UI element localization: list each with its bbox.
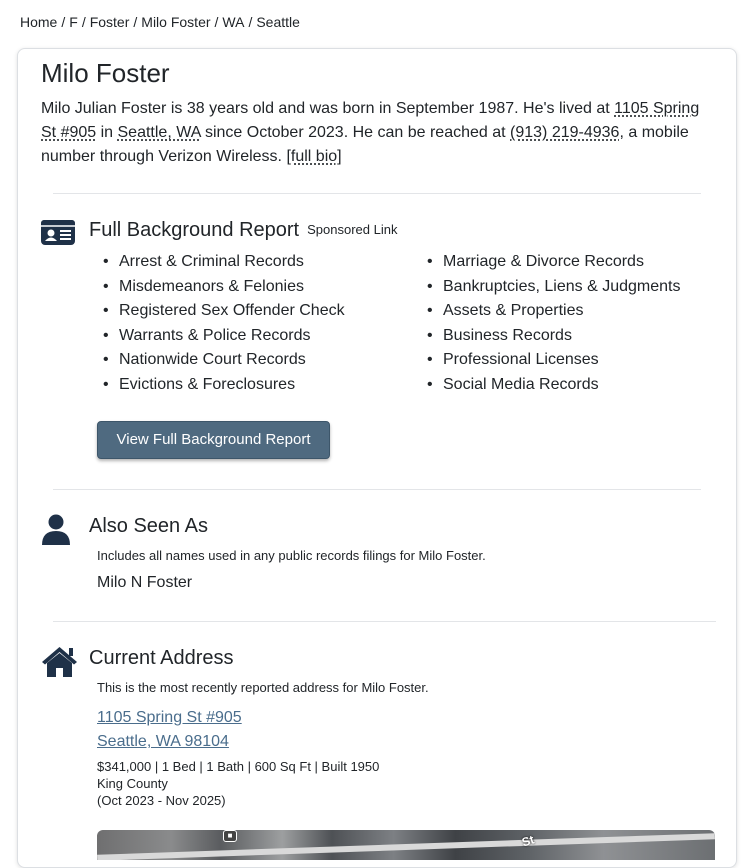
divider [53, 621, 716, 622]
list-item: • Business Records [425, 324, 680, 349]
breadcrumb-separator: / [81, 14, 86, 30]
house-icon [41, 645, 78, 678]
address-street-link[interactable]: 1105 Spring St #905 [97, 709, 242, 726]
list-item: • Professional Licenses [425, 348, 680, 373]
breadcrumb-state[interactable]: WA [222, 14, 245, 30]
sponsored-label: Sponsored Link [307, 222, 398, 237]
breadcrumb-city[interactable]: Seattle [256, 14, 300, 30]
list-item: • Nationwide Court Records [101, 348, 345, 373]
list-item: • Marriage & Divorce Records [425, 250, 680, 275]
address-date-range: (Oct 2023 - Nov 2025) [97, 793, 226, 808]
page-title: Milo Foster [41, 58, 170, 88]
view-background-report-button[interactable]: View Full Background Report [97, 421, 330, 459]
list-item: • Social Media Records [425, 373, 680, 398]
breadcrumb-person[interactable]: Milo Foster [141, 14, 211, 30]
list-item: • Bankruptcies, Liens & Judgments [425, 275, 680, 300]
breadcrumb [20, 14, 300, 30]
list-item: • Warrants & Police Records [101, 324, 345, 349]
divider [53, 489, 701, 490]
full-bio-link[interactable]: [full bio] [286, 148, 342, 165]
alias-name: Milo N Foster [97, 574, 193, 591]
bio-in-text: in [96, 124, 118, 141]
breadcrumb-letter[interactable]: F [69, 14, 78, 30]
person-icon [41, 514, 71, 546]
breadcrumb-separator: / [133, 14, 138, 30]
also-seen-as-note: Includes all names used in any public records filings for Milo Foster. [97, 548, 486, 563]
breadcrumb-home[interactable]: Home [20, 14, 58, 30]
current-address-note: This is the most recently reported address for Milo Foster. [97, 680, 429, 695]
breadcrumb-separator: / [61, 14, 66, 30]
map-pin-icon: ■ [223, 830, 237, 842]
map-road [97, 833, 715, 860]
id-card-icon [41, 218, 75, 246]
property-details: $341,000 | 1 Bed | 1 Bath | 600 Sq Ft | Built 1950 [97, 759, 380, 774]
list-item: • Assets & Properties [425, 299, 680, 324]
current-address-title: Current Address [89, 647, 234, 669]
bio-paragraph [41, 97, 709, 169]
map-street-label: St [520, 832, 536, 850]
list-item: • Evictions & Foreclosures [101, 373, 345, 398]
list-item: • Registered Sex Offender Check [101, 299, 345, 324]
divider [53, 193, 701, 194]
list-item: • Arrest & Criminal Records [101, 250, 345, 275]
background-report-title [89, 219, 397, 242]
address-city-link[interactable]: Seattle, WA 98104 [97, 733, 229, 750]
record-list-right [425, 250, 680, 397]
background-report-title-text: Full Background Report [89, 219, 300, 241]
list-item: • Misdemeanors & Felonies [101, 275, 345, 300]
bio-tail-text: , a mobile number through Verizon Wireless. [41, 124, 689, 165]
also-seen-as-title: Also Seen As [89, 515, 208, 537]
breadcrumb-separator: / [214, 14, 219, 30]
bio-address-link[interactable]: 1105 Spring St #905 [41, 100, 700, 141]
record-list-left [101, 250, 345, 397]
bio-intro-text: Milo Julian Foster is 38 years old and was born in September 1987. He's lived at [41, 100, 615, 117]
address-map[interactable] [97, 830, 715, 860]
bio-phone-link[interactable]: (913) 219-4936 [510, 124, 620, 141]
bio-since-text: since October 2023. He can be reached at [200, 124, 511, 141]
bio-city-link[interactable]: Seattle, WA [117, 124, 201, 141]
breadcrumb-surname[interactable]: Foster [89, 14, 130, 30]
breadcrumb-separator: / [248, 14, 253, 30]
county-label: King County [97, 776, 168, 791]
